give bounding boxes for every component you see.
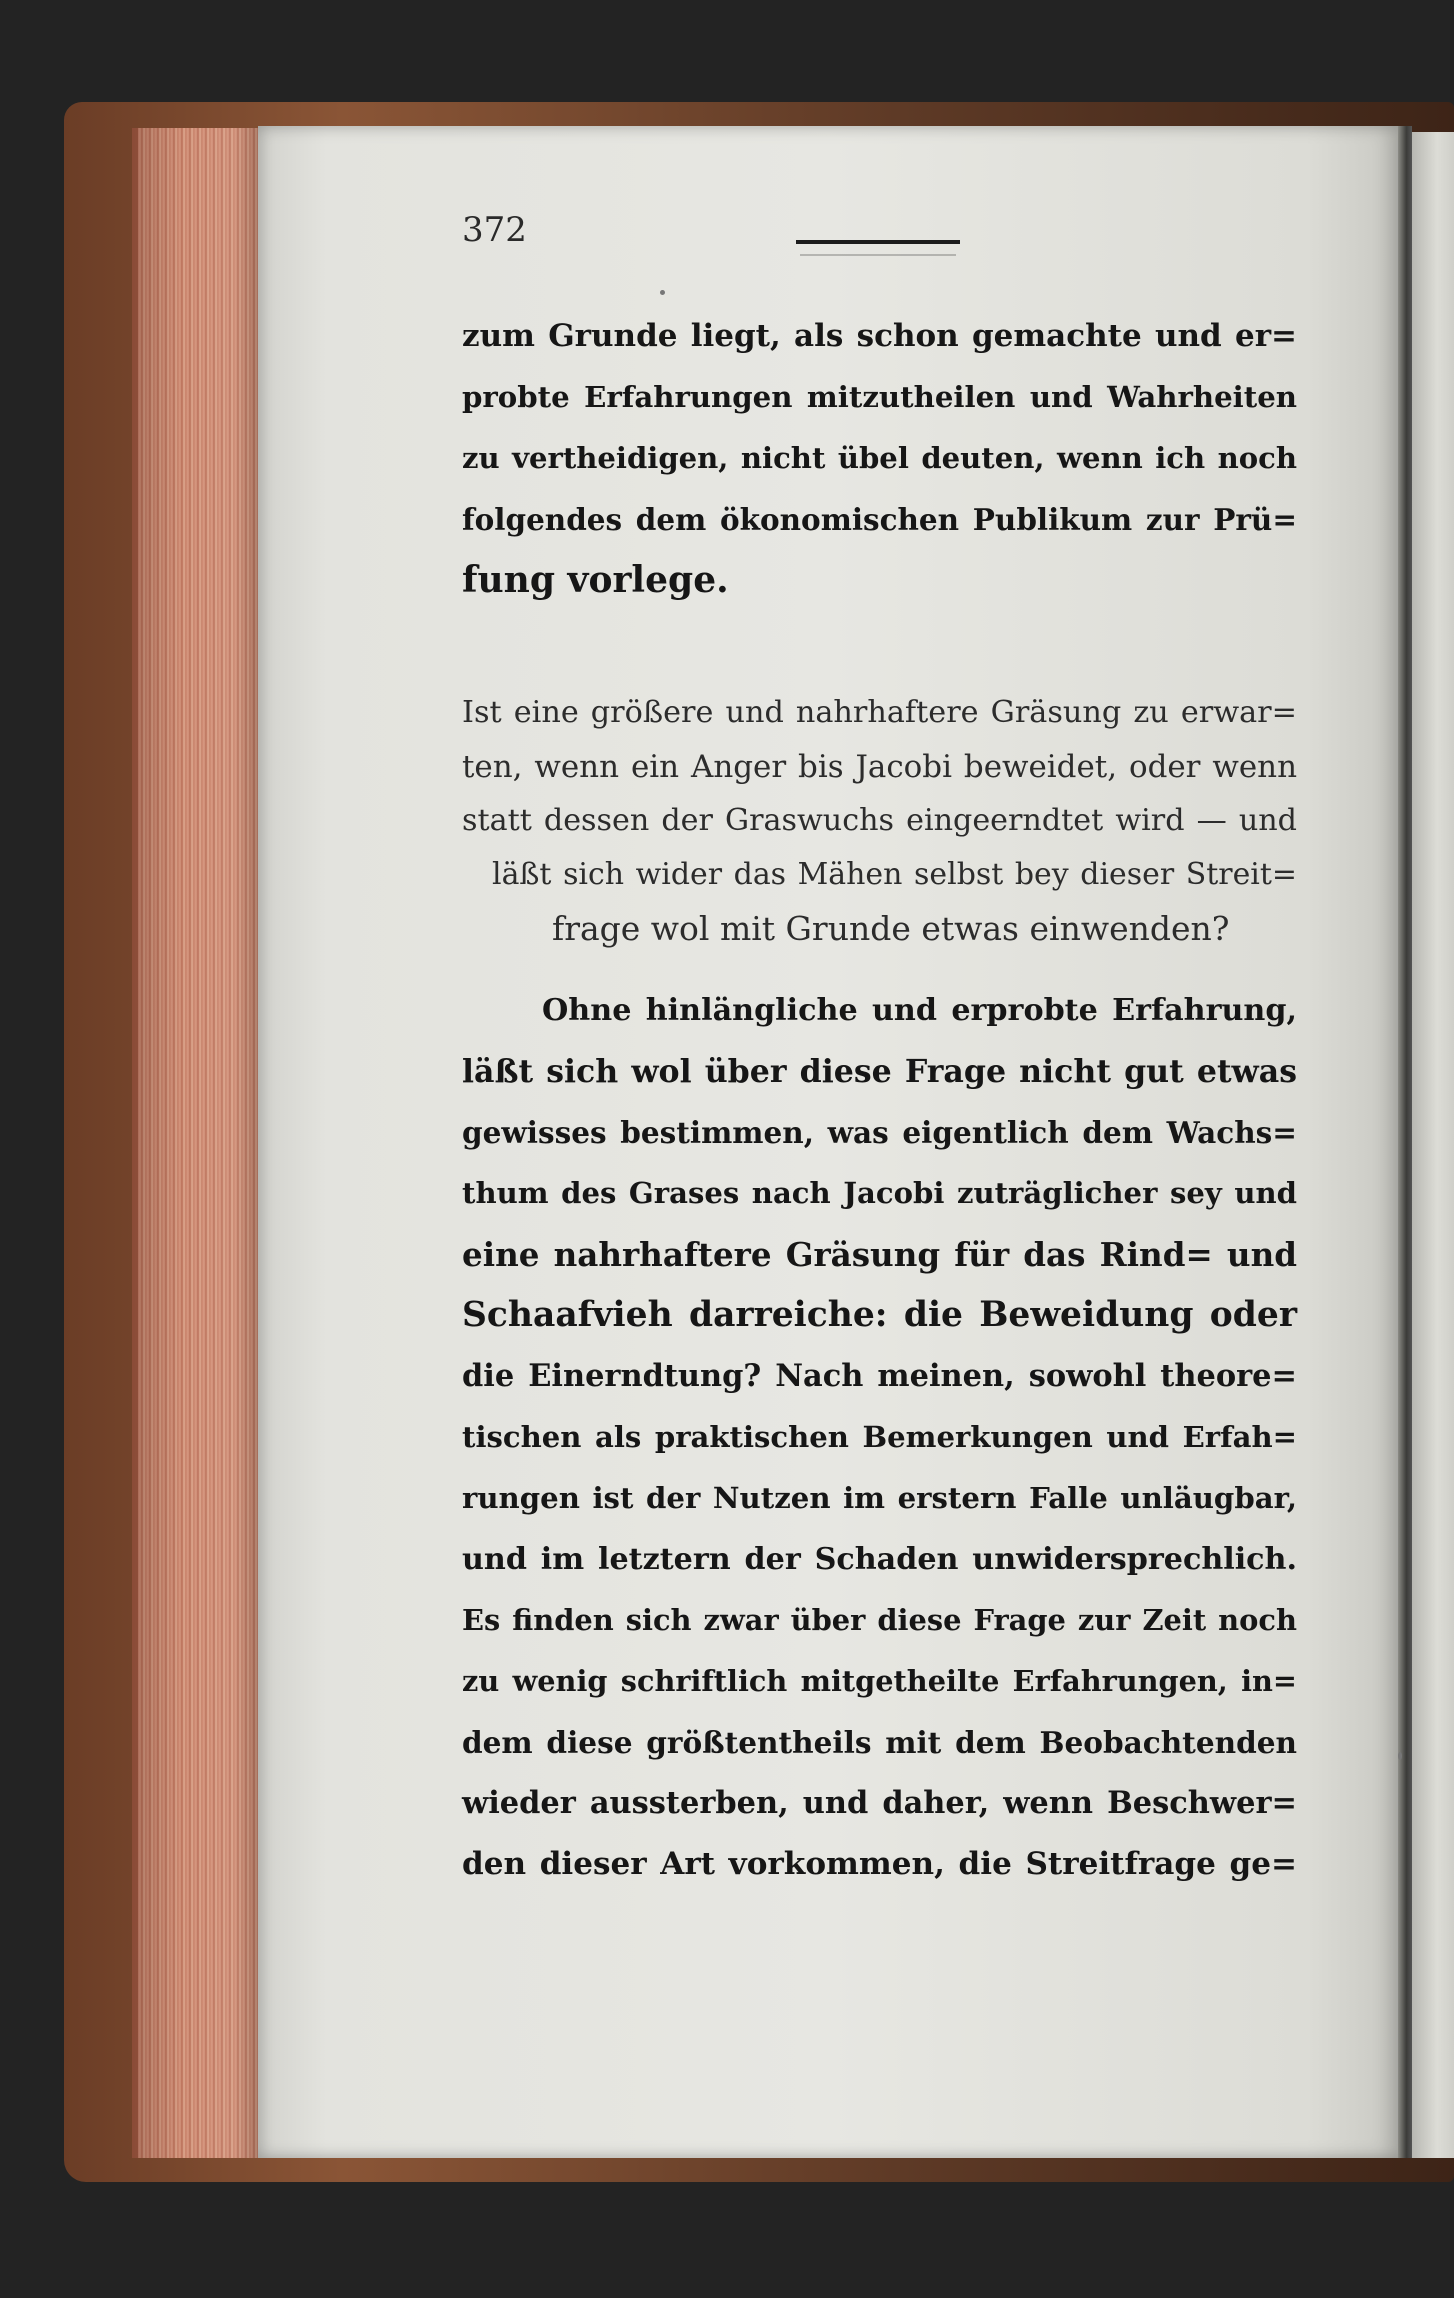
text-line: folgendes dem ökonomischen Publikum zur Prü= xyxy=(462,502,1297,537)
question-line: Ist eine größere und nahrhaftere Gräsung zu erwar= xyxy=(462,695,1297,730)
text-line: zu vertheidigen, nicht übel deuten, wenn ich noch xyxy=(462,441,1297,475)
text-line: rungen ist der Nutzen im erstern Falle unläugbar, xyxy=(462,1481,1297,1515)
text-line: und im letztern der Schaden unwidersprechlich. xyxy=(462,1542,1297,1577)
question-line: frage wol mit Grunde etwas einwenden? xyxy=(552,909,1230,948)
question-line: ten, wenn ein Anger bis Jacobi beweidet, oder wenn xyxy=(462,749,1297,785)
text-line: probte Erfahrungen mitzutheilen und Wahrheiten xyxy=(462,380,1297,414)
paper-speck xyxy=(660,290,665,295)
header-rule-shadow xyxy=(800,254,956,256)
text-line: gewisses bestimmen, was eigentlich dem Wachs= xyxy=(462,1115,1297,1150)
facing-page xyxy=(1412,132,1454,2158)
question-line: läßt sich wider das Mähen selbst bey dieser Streit= xyxy=(492,857,1297,892)
text-line: thum des Grases nach Jacobi zuträglicher sey und xyxy=(462,1176,1297,1210)
text-line: läßt sich wol über diese Frage nicht gut etwas xyxy=(462,1053,1297,1090)
text-line: Schaafvieh darreiche: die Beweidung oder xyxy=(462,1295,1297,1335)
text-line: eine nahrhaftere Gräsung für das Rind= und xyxy=(462,1235,1297,1274)
text-line: den dieser Art vorkommen, die Streitfrage ge= xyxy=(462,1846,1297,1882)
paragraph-answer xyxy=(462,980,1297,1895)
paragraph-intro xyxy=(462,306,1297,611)
header-rule xyxy=(796,240,960,244)
page-number: 372 xyxy=(462,210,527,250)
text-line: wieder aussterben, und daher, wenn Beschwer= xyxy=(462,1785,1297,1821)
book-gutter xyxy=(1398,126,1412,2158)
question-block xyxy=(462,686,1297,956)
question-line: statt dessen der Graswuchs eingeerndtet wird — und xyxy=(462,803,1297,838)
text-line: die Einerndtung? Nach meinen, sowohl theore= xyxy=(462,1358,1297,1394)
paper-speck xyxy=(1398,1752,1402,1760)
text-line: Es finden sich zwar über diese Frage zur Zeit noch xyxy=(462,1603,1297,1637)
text-line: tischen als praktischen Bemerkungen und Erfah= xyxy=(462,1420,1297,1454)
text-line: dem diese größtentheils mit dem Beobachtenden xyxy=(462,1725,1297,1760)
text-line: zu wenig schriftlich mitgetheilte Erfahrungen, in= xyxy=(462,1664,1297,1698)
page-edges-shade xyxy=(132,128,260,2158)
text-line: zum Grunde liegt, als schon gemachte und er= xyxy=(462,318,1297,354)
text-line: fung vorlege. xyxy=(462,559,729,601)
text-line: Ohne hinlängliche und erprobte Erfahrung, xyxy=(542,993,1297,1028)
